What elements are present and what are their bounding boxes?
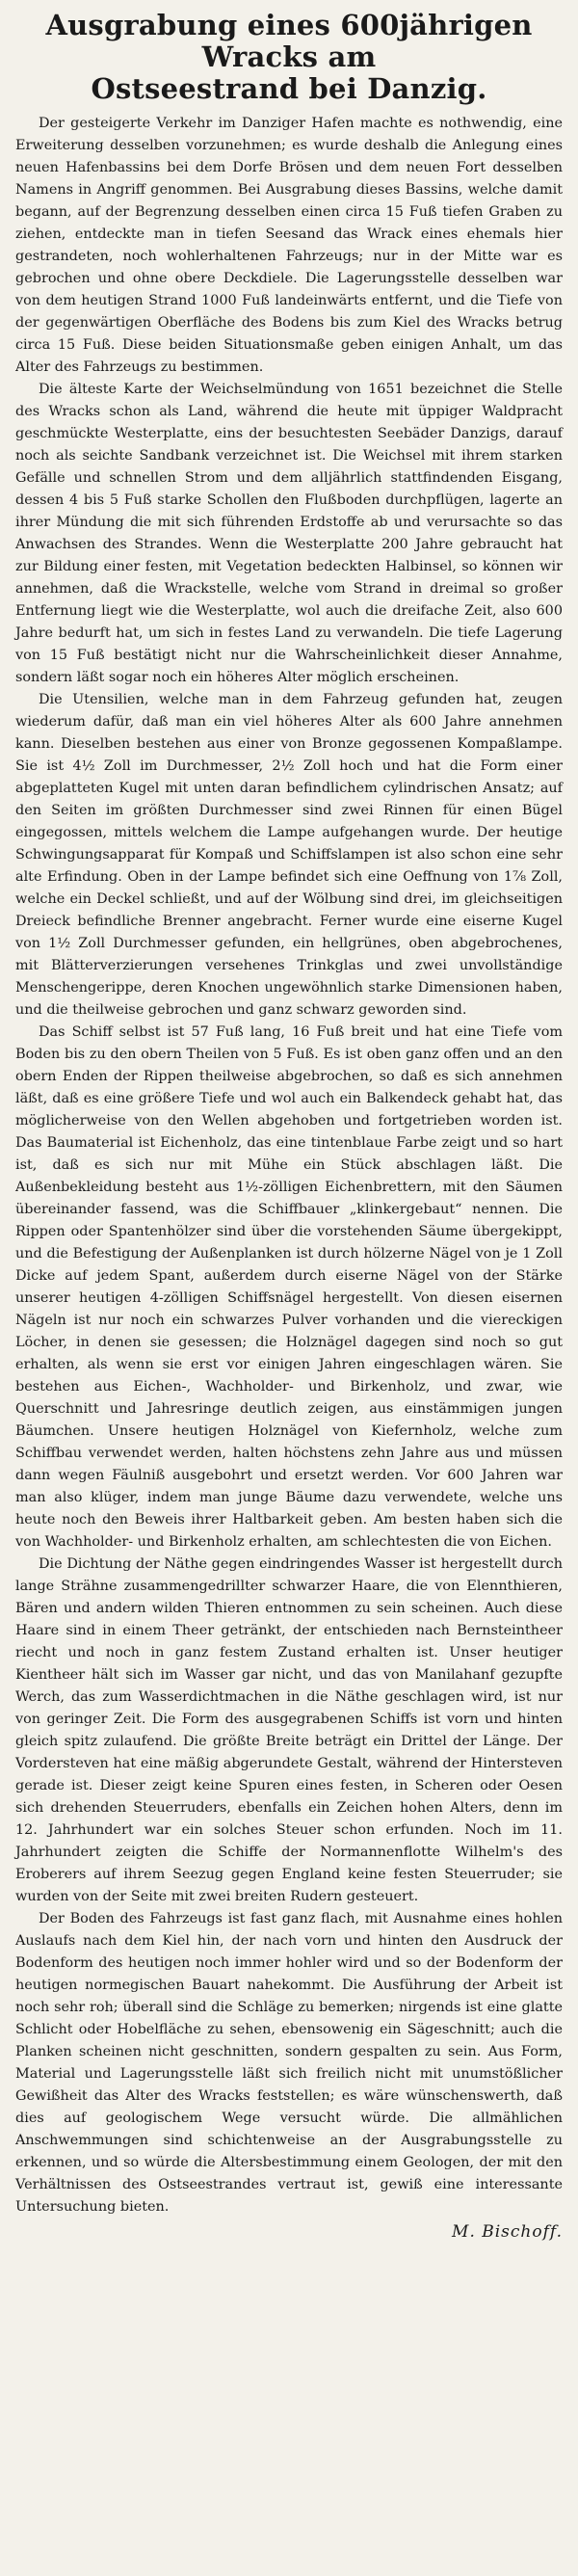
paragraph-6: Der Boden des Fahrzeugs ist fast ganz flach, mit Ausnahme eines hohlen Auslaufs nach dem Kiel hin, der nach vorn und hinten den Ausdruck der Bodenform des heutigen noch immer hohler wird und so der Bodenform der heutigen normegischen Bauart nahekommt. Die Ausführung der Arbeit ist noch sehr roh; überall sind die Schläge zu bemerken; nirgends ist eine glatte Schlicht oder Hobelfläche zu sehen, ebensowenig ein Sägeschnitt; auch die Planken scheinen nicht geschnitten, sondern gespalten zu sein. Aus Form, Material und Lagerungsstelle läßt sich freilich nicht mit unumstößlicher Gewißheit das Alter des Wracks feststellen; es wäre wünschenswerth, daß dies auf geologischem Wege versucht würde. Die allmählichen Anschwemmungen sind schichtenweise an der Ausgrabungsstelle zu erkennen, und so würde die Altersbestimmung einem Geologen, der mit den Verhältnissen des Ostseestrandes vertraut ist, gewiß eine interessante Untersuchung bieten. <box>15 1911 563 2215</box>
paragraph-5: Die Dichtung der Näthe gegen eindringendes Wasser ist hergestellt durch lange Strähne zusammengedrillter schwarzer Haare, die von Elennthieren, Bären und andern wilden Thieren entnommen zu sein scheinen. Auch diese Haare sind in einem Theer getränkt, der entschieden nach Bernsteintheer riecht und noch in ganz festem Zustand erhalten ist. Unser heutiger Kientheer hält sich im Wasser gar nicht, und das von Manilahanf gezupfte Werch, das zum Wasserdichtmachen in die Näthe geschlagen wird, ist nur von geringer Zeit. Die Form des ausgegrabenen Schiffs ist vorn und hinten gleich spitz zulaufend. Die größte Breite beträgt ein Drittel der Länge. Der Vordersteven hat eine mäßig abgerundete Gestalt, während der Hintersteven gerade ist. Dieser zeigt keine Spuren eines festen, in Scheren oder Oesen sich drehenden Steuerruders, ebenfalls ein Zeichen hohen Alters, denn im 12. Jahrhundert war ein solches Steuer schon erfunden. Noch im 11. Jahrhundert zeigten die Schiffe der Normannenflotte Wilhelm's des Eroberers auf ihrem Seezug gegen England keine festen Steuerruder; sie wurden von der Seite mit zwei breiten Rudern gesteuert. <box>15 1556 563 1904</box>
headline-line-2: Ostseestrand bei Danzig. <box>91 72 487 105</box>
headline-line-1: Ausgrabung eines 600jährigen Wracks am <box>45 9 533 73</box>
paragraph-2: Die älteste Karte der Weichselmündung von 1651 bezeichnet die Stelle des Wracks schon als Land, während die heute mit üppiger Waldpracht geschmückte Westerplatte, eins der besuchtesten Seebäder Danzigs, darauf noch als seichte Sandbank verzeichnet ist. Die Weichsel mit ihrem starken Gefälle und schnellen Strom und dem alljährlich stattfindenden Eisgang, dessen 4 bis 5 Fuß starke Schollen den Flußboden durchpflügen, lagerte an ihrer Mündung die mit sich führenden Erdstoffe ab und verursachte so das Anwachsen des Strandes. Wenn die Westerplatte 200 Jahre gebraucht hat zur Bildung einer festen, mit Vegetation bedeckten Halbinsel, so können wir annehmen, daß die Wrackstelle, welche vom Strand in dreimal so großer Entfernung liegt wie die Westerplatte, wol auch die dreifache Zeit, also 600 Jahre bedurft hat, um sich in festes Land zu verwandeln. Die tiefe Lagerung von 15 Fuß bestätigt nicht nur die Wahrscheinlichkeit dieser Annahme, sondern läßt sogar noch ein höheres Alter möglich erscheinen. <box>15 382 563 685</box>
article-headline <box>15 10 563 105</box>
author-signature: M. Bischoff. <box>452 2222 563 2242</box>
paragraph-1: Der gesteigerte Verkehr im Danziger Hafen machte es nothwendig, eine Erweiterung desselben vorzunehmen; es wurde deshalb die Anlegung eines neuen Hafenbassins bei dem Dorfe Brösen und dem neuen Fort desselben Namens in Angriff genommen. Bei Ausgrabung dieses Bassins, welche damit begann, auf der Begrenzung desselben einen circa 15 Fuß tiefen Graben zu ziehen, entdeckte man in tiefen Seesand das Wrack eines ehemals hier gestrandeten, noch wohlerhaltenen Fahrzeugs; nur in der Mitte war es gebrochen und ohne obere Deckdiele. Die Lagerungsstelle desselben war von dem heutigen Strand 1000 Fuß landeinwärts entfernt, und die Tiefe von der gegenwärtigen Oberfläche des Bodens bis zum Kiel des Wracks betrug circa 15 Fuß. Diese beiden Situationsmaße geben einigen Anhalt, um das Alter des Fahrzeugs zu bestimmen. <box>15 116 563 375</box>
paragraph-3: Die Utensilien, welche man in dem Fahrzeug gefunden hat, zeugen wiederum dafür, daß man ein viel höheres Alter als 600 Jahre annehmen kann. Dieselben bestehen aus einer von Bronze gegossenen Kompaßlampe. Sie ist 4½ Zoll im Durchmesser, 2½ Zoll hoch und hat die Form einer abgeplatteten Kugel mit unten daran befindlichem cylindrischen Ansatz; auf den Seiten im größten Durchmesser sind zwei Rinnen für einen Bügel eingegossen, mittels welchem die Lampe aufgehangen wurde. Der heutige Schwingungsapparat für Kompaß und Schiffslampen ist also schon eine sehr alte Erfindung. Oben in der Lampe befindet sich eine Oeffnung von 1⅞ Zoll, welche ein Deckel schließt, und auf der Wölbung sind drei, im gleichseitigen Dreieck befindliche Brenner angebracht. Ferner wurde eine eiserne Kugel von 1½ Zoll Durchmesser gefunden, ein hellgrünes, oben abgebrochenes, mit Blätterverzierungen versehenes Trinkglas und zwei unvollständige Menschengerippe, deren Knochen ungewöhnlich starke Dimensionen haben, und die theilweise gebrochen und ganz schwarz geworden sind. <box>15 692 563 1018</box>
article-body <box>15 113 563 2218</box>
paragraph-4: Das Schiff selbst ist 57 Fuß lang, 16 Fuß breit und hat eine Tiefe vom Boden bis zu den obern Theilen von 5 Fuß. Es ist oben ganz offen und an den obern Enden der Rippen theilweise abgebrochen, so daß es sich annehmen läßt, daß es eine größere Tiefe und wol auch ein Balkendeck gehabt hat, das möglicherweise von den Wellen abgehoben und fortgetrieben worden ist. Das Baumaterial ist Eichenholz, das eine tintenblaue Farbe zeigt und so hart ist, daß es sich nur mit Mühe ein Stück abschlagen läßt. Die Außenbekleidung besteht aus 1½-zölligen Eichenbrettern, mit den Säumen übereinander fassend, was die Schiffbauer „klinkergebaut“ nennen. Die Rippen oder Spantenhölzer sind über die vorstehenden Säume übergekippt, und die Befestigung der Außenplanken ist durch hölzerne Nägel von je 1 Zoll Dicke auf jedem Spant, außerdem durch eiserne Nägel von der Stärke unserer heutigen 4-zölligen Schiffsnägel hergestellt. Von diesen eisernen Nägeln ist nur noch ein schwarzes Pulver vorhanden und die viereckigen Löcher, in denen sie gesessen; die Holznägel dagegen sind noch so gut erhalten, als wenn sie erst vor einigen Jahren eingeschlagen wären. Sie bestehen aus Eichen-, Wachholder- und Birkenholz, und zwar, wie Querschnitt und Jahresringe deutlich zeigen, aus einstämmigen jungen Bäumchen. Unsere heutigen Holznägel von Kiefernholz, welche zum Schiffbau verwendet werden, halten höchstens zehn Jahre aus und müssen dann wegen Fäulniß ausgebohrt und ersetzt werden. Vor 600 Jahren war man also klüger, indem man junge Bäume dazu verwendete, welche uns heute noch den Beweis ihrer Haltbarkeit geben. Am besten haben sich die von Wachholder- und Birkenholz erhalten, am schlechtesten die von Eichen. <box>15 1024 563 1550</box>
